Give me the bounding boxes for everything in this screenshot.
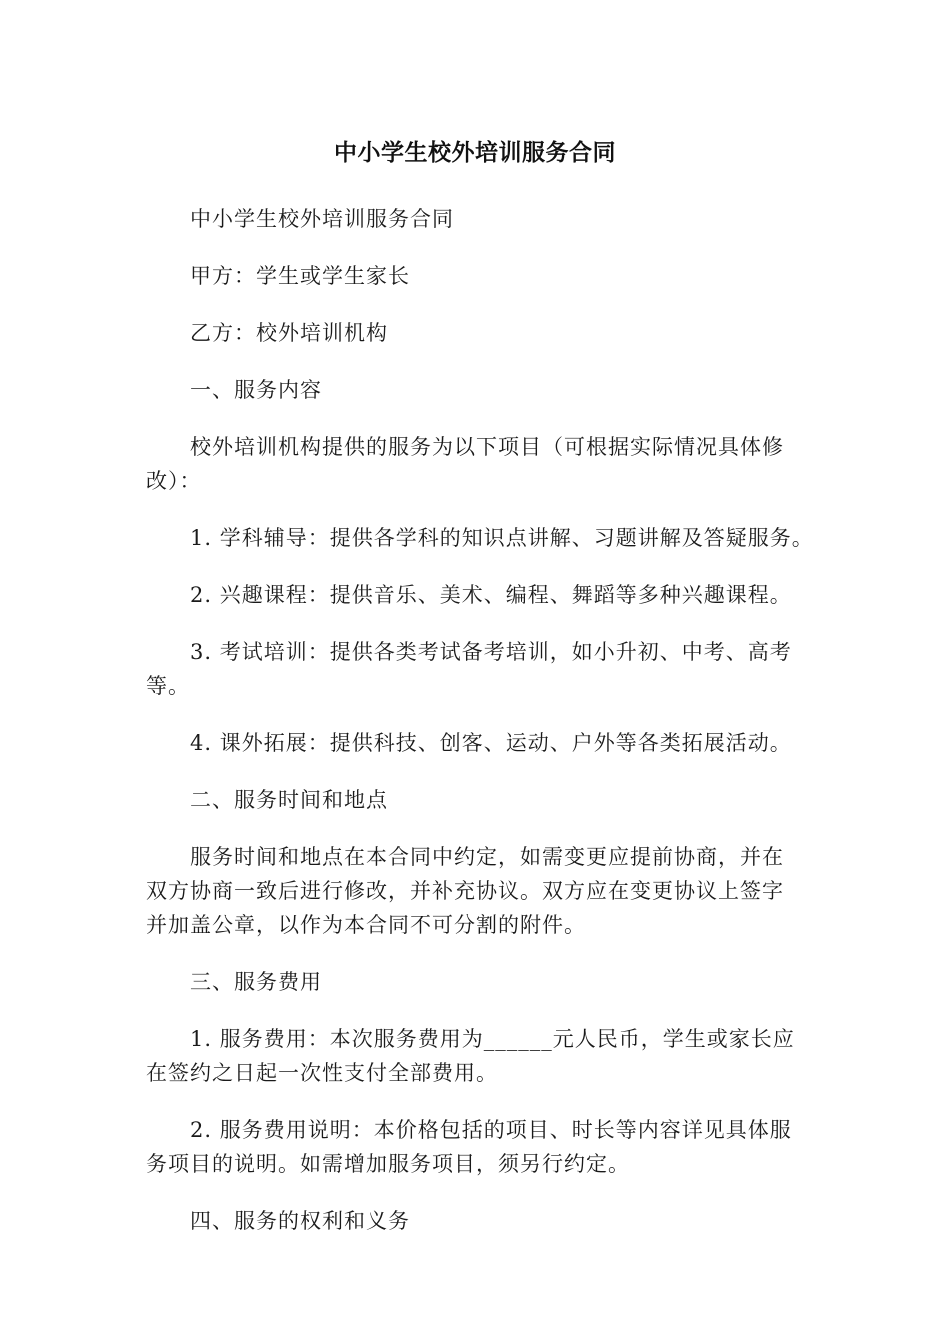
list-item-fee (146, 1022, 818, 1090)
paragraph-heading-repeat (146, 202, 818, 236)
list-item-tutoring (146, 521, 818, 555)
paragraph-line: 中小学生校外培训服务合同 (190, 207, 454, 231)
section-heading-2 (146, 783, 818, 817)
paragraph-line: 在签约之日起一次性支付全部费用。 (146, 1061, 498, 1085)
paragraph-line: 等。 (146, 674, 190, 698)
list-item-exam (146, 635, 818, 703)
paragraph-line: 2. 兴趣课程：提供音乐、美术、编程、舞蹈等多种兴趣课程。 (190, 583, 792, 607)
paragraph-line: 并加盖公章，以作为本合同不可分割的附件。 (146, 913, 586, 937)
paragraph-line: 3. 考试培训：提供各类考试备考培训，如小升初、中考、高考 (190, 640, 792, 664)
document-body (146, 202, 818, 1261)
paragraph-party-b (146, 316, 818, 350)
paragraph-party-a (146, 259, 818, 293)
list-item-interest (146, 578, 818, 612)
document-title: 中小学生校外培训服务合同 (334, 140, 616, 166)
paragraph-line: 改）： (146, 469, 202, 493)
paragraph-line: 二、服务时间和地点 (190, 788, 388, 812)
paragraph-line: 1. 服务费用：本次服务费用为______元人民币，学生或家长应 (190, 1027, 795, 1051)
section-heading-3 (146, 965, 818, 999)
paragraph-line: 服务时间和地点在本合同中约定，如需变更应提前协商，并在 (190, 845, 784, 869)
paragraph-line: 1. 学科辅导：提供各学科的知识点讲解、习题讲解及答疑服务。 (190, 526, 814, 550)
paragraph-line: 四、服务的权利和义务 (190, 1209, 410, 1233)
paragraph-time-place (146, 840, 818, 942)
paragraph-line: 2. 服务费用说明：本价格包括的项目、时长等内容详见具体服 (190, 1118, 792, 1142)
section-heading-4 (146, 1204, 818, 1238)
section-heading-1 (146, 373, 818, 407)
paragraph-line: 双方协商一致后进行修改，并补充协议。双方应在变更协议上签字 (146, 879, 784, 903)
paragraph-line: 一、服务内容 (190, 378, 322, 402)
paragraph-service-intro (146, 430, 818, 498)
paragraph-line: 校外培训机构提供的服务为以下项目（可根据实际情况具体修 (190, 435, 784, 459)
paragraph-line: 甲方：学生或学生家长 (190, 264, 410, 288)
paragraph-line: 三、服务费用 (190, 970, 322, 994)
paragraph-line: 务项目的说明。如需增加服务项目，须另行约定。 (146, 1152, 630, 1176)
paragraph-line: 4. 课外拓展：提供科技、创客、运动、户外等各类拓展活动。 (190, 731, 792, 755)
paragraph-line: 乙方：校外培训机构 (190, 321, 388, 345)
list-item-extracurricular (146, 726, 818, 760)
list-item-fee-description (146, 1113, 818, 1181)
